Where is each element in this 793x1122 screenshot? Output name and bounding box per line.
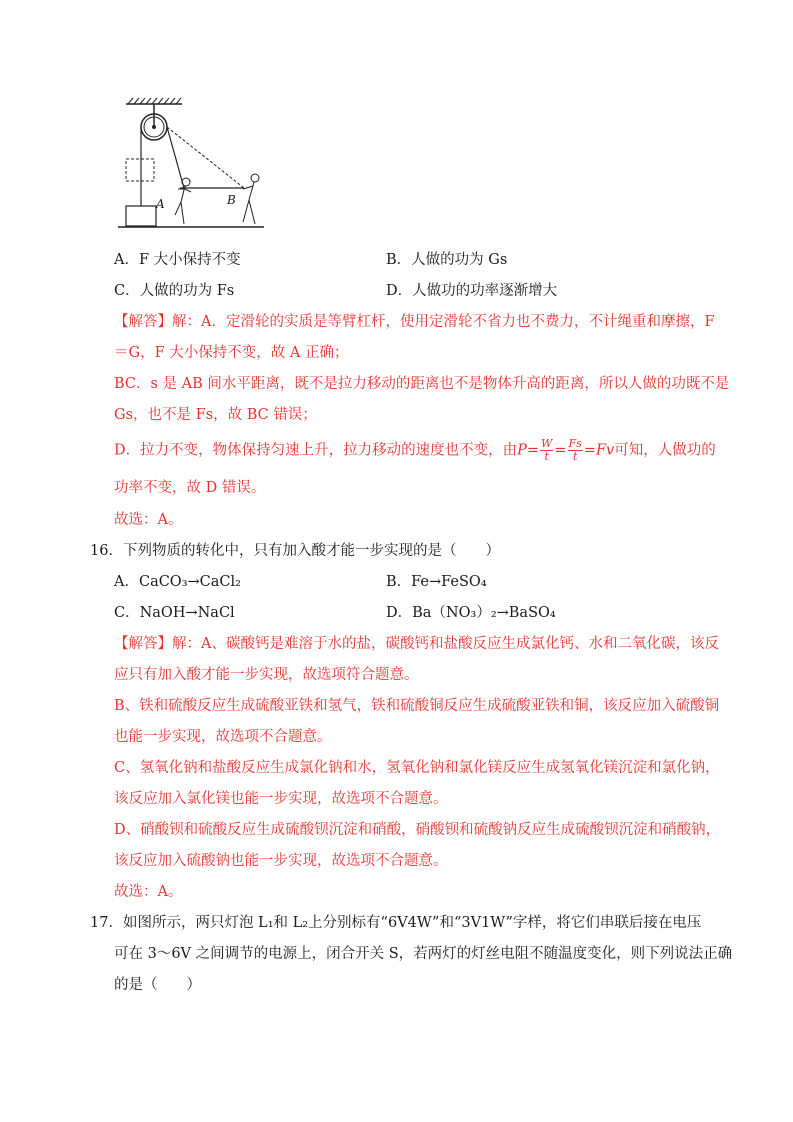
q15-option-c: C．人做的功为 Fs (114, 283, 235, 299)
frac-num: W (541, 437, 553, 450)
q15-solution-line6: 功率不变，故 D 错误。 (114, 480, 266, 496)
formula-fv: Fv (595, 442, 615, 459)
q17-stem-line1: 17．如图所示，两只灯泡 L₁和 L₂上分别标有“6V4W”和“3V1W”字样，将它们串联后接在电压 (90, 915, 702, 931)
formula-eq: = (554, 442, 567, 459)
q16-solution-line7: D、硝酸钡和硫酸反应生成硫酸钡沉淀和硝酸，硝酸钡和硫酸钠反应生成硫酸钡沉淀和硝酸钠， (114, 822, 721, 838)
formula-fs-over-t (568, 438, 583, 463)
solution-text: 可知，人做功的 (614, 442, 716, 459)
formula-w-over-t (540, 438, 553, 463)
q15-solution-line4: Gs，也不是 Fs，故 BC 错误； (114, 407, 317, 423)
q16-solution-line1 (114, 632, 719, 653)
q15-solution-line2: ＝G，F 大小保持不变，故 A 正确； (114, 345, 349, 361)
solution-text: 解：A、碳酸钙是难溶于水的盐，碳酸钙和盐酸反应生成氯化钙、水和二氧化碳，该反 (172, 636, 719, 652)
q15-solution-line5 (114, 438, 716, 463)
frac-num: Fs (568, 437, 582, 450)
q15-option-b: B．人做的功为 Gs (386, 252, 508, 268)
solution-tag: 【解答】 (114, 314, 172, 330)
pulley-figure (112, 96, 272, 236)
q16-option-a: A．CaCO₃→CaCl₂ (114, 574, 241, 590)
q15-solution-line3: BC．s 是 AB 间水平距离，既不是拉力移动的距离也不是物体升高的距离，所以人做的功既不是 (114, 376, 730, 392)
q15-answer-choice: 故选：A。 (114, 512, 183, 528)
label-b: B (227, 193, 236, 207)
q16-answer-choice: 故选：A。 (114, 884, 183, 900)
label-a: A (156, 197, 165, 211)
solution-tag: 【解答】 (114, 636, 172, 652)
q16-solution-line5: C、氢氧化钠和盐酸反应生成氯化钠和水，氢氧化钠和氯化镁反应生成氢氧化镁沉淀和氯化钠， (114, 760, 720, 776)
q16-option-c: C．NaOH→NaCl (114, 605, 235, 621)
q15-option-a: A．F 大小保持不变 (114, 252, 241, 268)
q15-option-d: D．人做功的功率逐渐增大 (386, 283, 558, 299)
q15-solution-line1 (114, 310, 715, 331)
frac-den: t (572, 450, 578, 463)
formula-eq: = (583, 442, 596, 459)
formula-p: P (517, 442, 527, 459)
frac-den: t (544, 450, 549, 463)
q16-solution-line2: 应只有加入酸才能一步实现，故选项符合题意。 (114, 667, 419, 683)
formula-eq: = (526, 442, 540, 459)
q16-option-d: D．Ba（NO₃）₂→BaSO₄ (386, 605, 556, 621)
q16-stem: 16．下列物质的转化中，只有加入酸才能一步实现的是（ ） (90, 543, 500, 559)
q17-stem-line2: 可在 3～6V 之间调节的电源上，闭合开关 S，若两灯的灯丝电阻不随温度变化，则下列说法正确 (114, 946, 733, 962)
q16-solution-line8: 该反应加入硫酸钠也能一步实现，故选项不合题意。 (114, 853, 448, 869)
q16-solution-line6: 该反应加入氯化镁也能一步实现，故选项不合题意。 (114, 791, 448, 807)
solution-text: D．拉力不变，物体保持匀速上升，拉力移动的速度也不变，由 (114, 442, 518, 459)
q16-option-b: B．Fe→FeSO₄ (386, 574, 487, 590)
q16-solution-line3: B、铁和硫酸反应生成硫酸亚铁和氢气，铁和硫酸铜反应生成硫酸亚铁和铜，该反应加入硫酸铜 (114, 698, 720, 714)
q16-solution-line4: 也能一步实现，故选项不合题意。 (114, 729, 332, 745)
solution-text: 解：A．定滑轮的实质是等臂杠杆，使用定滑轮不省力也不费力，不计绳重和摩擦，F (172, 314, 715, 330)
q17-stem-line3: 的是（ ） (114, 977, 201, 993)
